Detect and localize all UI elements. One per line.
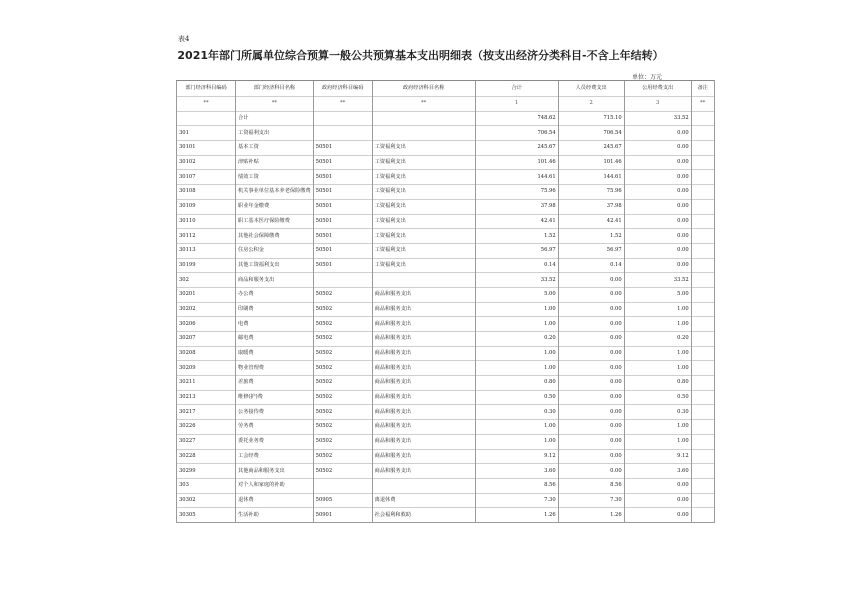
gov-name-cell: 商品和服务支出 [372, 332, 475, 347]
dept-code-cell: 30208 [177, 346, 236, 361]
table-row [177, 478, 715, 493]
gov-code-cell: 50502 [313, 434, 372, 449]
index-cell: ** [372, 97, 475, 112]
table-row [177, 376, 715, 391]
dept-name-cell: 劳务费 [236, 420, 314, 435]
total-cell: 9.12 [475, 449, 558, 464]
gov-name-cell: 工资福利支出 [372, 229, 475, 244]
public-cell: 0.80 [624, 376, 691, 391]
public-cell: 0.00 [624, 493, 691, 508]
table-row [177, 214, 715, 229]
public-cell: 0.00 [624, 243, 691, 258]
total-cell: 56.97 [475, 243, 558, 258]
column-header: 备注 [691, 81, 714, 97]
dept-name-cell: 机关事业单位基本养老保险缴费 [236, 185, 314, 200]
dept-name-cell: 公务接待费 [236, 405, 314, 420]
remark-cell [691, 317, 714, 332]
dept-name-cell: 办公费 [236, 287, 314, 302]
gov-code-cell: 50501 [313, 199, 372, 214]
dept-name-cell: 工资福利支出 [236, 126, 314, 141]
gov-code-cell: 50501 [313, 229, 372, 244]
gov-name-cell: 商品和服务支出 [372, 361, 475, 376]
total-cell: 7.30 [475, 493, 558, 508]
remark-cell [691, 155, 714, 170]
personnel-cell: 144.61 [558, 170, 624, 185]
table-row [177, 155, 715, 170]
gov-name-cell: 商品和服务支出 [372, 346, 475, 361]
gov-name-cell: 工资福利支出 [372, 258, 475, 273]
dept-code-cell: 30109 [177, 199, 236, 214]
total-cell: 33.52 [475, 273, 558, 288]
table-header-row [177, 81, 715, 97]
dept-code-cell: 30107 [177, 170, 236, 185]
gov-code-cell: 50502 [313, 302, 372, 317]
public-cell: 0.00 [624, 170, 691, 185]
dept-code-cell: 30201 [177, 287, 236, 302]
gov-code-cell [313, 273, 372, 288]
personnel-cell: 1.26 [558, 508, 624, 523]
personnel-cell: 715.10 [558, 111, 624, 126]
gov-name-cell: 工资福利支出 [372, 141, 475, 156]
gov-code-cell: 50502 [313, 420, 372, 435]
public-cell: 1.00 [624, 434, 691, 449]
index-cell: ** [691, 97, 714, 112]
total-cell: 1.00 [475, 361, 558, 376]
table-row [177, 420, 715, 435]
index-cell: 3 [624, 97, 691, 112]
public-cell: 0.00 [624, 258, 691, 273]
remark-cell [691, 493, 714, 508]
table-row [177, 126, 715, 141]
column-header: 部门经济科目编码 [177, 81, 236, 97]
gov-name-cell: 工资福利支出 [372, 155, 475, 170]
total-cell: 1.00 [475, 420, 558, 435]
personnel-cell: 0.00 [558, 332, 624, 347]
gov-code-cell: 50501 [313, 243, 372, 258]
table-row [177, 390, 715, 405]
remark-cell [691, 199, 714, 214]
index-cell: ** [313, 97, 372, 112]
total-cell: 1.00 [475, 317, 558, 332]
dept-code-cell: 30226 [177, 420, 236, 435]
gov-name-cell: 商品和服务支出 [372, 420, 475, 435]
gov-code-cell: 50501 [313, 141, 372, 156]
personnel-cell: 0.14 [558, 258, 624, 273]
public-cell: 0.00 [624, 199, 691, 214]
gov-code-cell: 50502 [313, 317, 372, 332]
remark-cell [691, 287, 714, 302]
public-cell: 1.00 [624, 346, 691, 361]
dept-code-cell: 301 [177, 126, 236, 141]
remark-cell [691, 332, 714, 347]
dept-name-cell: 绩效工资 [236, 170, 314, 185]
remark-cell [691, 508, 714, 523]
gov-name-cell: 商品和服务支出 [372, 405, 475, 420]
remark-cell [691, 302, 714, 317]
personnel-cell: 101.46 [558, 155, 624, 170]
table-row [177, 141, 715, 156]
remark-cell [691, 243, 714, 258]
dept-code-cell: 30211 [177, 376, 236, 391]
personnel-cell: 37.98 [558, 199, 624, 214]
dept-code-cell: 30299 [177, 464, 236, 479]
table-row [177, 317, 715, 332]
remark-cell [691, 346, 714, 361]
dept-code-cell: 30228 [177, 449, 236, 464]
dept-code-cell: 30199 [177, 258, 236, 273]
personnel-cell: 0.00 [558, 376, 624, 391]
dept-name-cell: 职业年金缴费 [236, 199, 314, 214]
dept-name-cell: 印刷费 [236, 302, 314, 317]
total-cell: 8.56 [475, 478, 558, 493]
total-cell: 37.98 [475, 199, 558, 214]
gov-code-cell: 50501 [313, 258, 372, 273]
index-cell: ** [236, 97, 314, 112]
gov-name-cell [372, 111, 475, 126]
total-cell: 0.30 [475, 405, 558, 420]
dept-code-cell: 30305 [177, 508, 236, 523]
dept-name-cell: 其他商品和服务支出 [236, 464, 314, 479]
dept-code-cell: 30206 [177, 317, 236, 332]
personnel-cell: 0.00 [558, 302, 624, 317]
table-row [177, 361, 715, 376]
table-row [177, 185, 715, 200]
remark-cell [691, 376, 714, 391]
total-cell: 144.61 [475, 170, 558, 185]
remark-cell [691, 420, 714, 435]
total-cell: 101.46 [475, 155, 558, 170]
personnel-cell: 8.56 [558, 478, 624, 493]
public-cell: 1.00 [624, 317, 691, 332]
dept-name-cell: 差旅费 [236, 376, 314, 391]
gov-name-cell: 商品和服务支出 [372, 287, 475, 302]
unit-label: 单位：万元 [631, 74, 662, 81]
gov-code-cell: 50502 [313, 332, 372, 347]
remark-cell [691, 258, 714, 273]
table-row [177, 405, 715, 420]
public-cell: 0.00 [624, 508, 691, 523]
gov-code-cell [313, 111, 372, 126]
gov-code-cell: 50501 [313, 214, 372, 229]
remark-cell [691, 478, 714, 493]
gov-code-cell: 50502 [313, 346, 372, 361]
column-header: 部门经济科目名称 [236, 81, 314, 97]
remark-cell [691, 434, 714, 449]
remark-cell [691, 170, 714, 185]
personnel-cell: 0.00 [558, 346, 624, 361]
dept-code-cell: 30102 [177, 155, 236, 170]
total-cell: 3.60 [475, 464, 558, 479]
public-cell: 0.00 [624, 214, 691, 229]
table-body [177, 81, 715, 523]
remark-cell [691, 185, 714, 200]
gov-name-cell: 社会福利和救助 [372, 508, 475, 523]
public-cell: 5.00 [624, 287, 691, 302]
gov-name-cell: 工资福利支出 [372, 185, 475, 200]
public-cell: 3.60 [624, 464, 691, 479]
remark-cell [691, 405, 714, 420]
dept-name-cell: 工会经费 [236, 449, 314, 464]
personnel-cell: 245.67 [558, 141, 624, 156]
total-cell: 0.50 [475, 390, 558, 405]
public-cell: 0.20 [624, 332, 691, 347]
total-cell: 1.26 [475, 508, 558, 523]
public-cell: 0.00 [624, 126, 691, 141]
gov-code-cell: 50501 [313, 170, 372, 185]
public-cell: 33.52 [624, 111, 691, 126]
dept-code-cell: 30202 [177, 302, 236, 317]
gov-code-cell: 50502 [313, 361, 372, 376]
remark-cell [691, 141, 714, 156]
gov-name-cell: 商品和服务支出 [372, 464, 475, 479]
gov-code-cell: 50502 [313, 390, 372, 405]
gov-name-cell: 商品和服务支出 [372, 302, 475, 317]
gov-code-cell: 50501 [313, 155, 372, 170]
personnel-cell: 0.00 [558, 420, 624, 435]
total-cell: 1.00 [475, 434, 558, 449]
personnel-cell: 0.00 [558, 405, 624, 420]
table-row [177, 229, 715, 244]
total-cell: 748.62 [475, 111, 558, 126]
public-cell: 0.00 [624, 478, 691, 493]
table-row [177, 111, 715, 126]
remark-cell [691, 214, 714, 229]
public-cell: 0.00 [624, 141, 691, 156]
table-row [177, 287, 715, 302]
page-title: 2021年部门所属单位综合预算一般公共预算基本支出明细表（按支出经济分类科目-不含上年结转） [177, 49, 664, 62]
gov-name-cell: 离退休费 [372, 493, 475, 508]
public-cell: 0.00 [624, 229, 691, 244]
personnel-cell: 0.00 [558, 390, 624, 405]
column-header: 政府经济科目名称 [372, 81, 475, 97]
personnel-cell: 0.00 [558, 273, 624, 288]
public-cell: 9.12 [624, 449, 691, 464]
public-cell: 0.30 [624, 405, 691, 420]
table-row [177, 302, 715, 317]
table-row [177, 332, 715, 347]
index-cell: ** [177, 97, 236, 112]
personnel-cell: 75.96 [558, 185, 624, 200]
gov-name-cell: 商品和服务支出 [372, 449, 475, 464]
total-cell: 75.96 [475, 185, 558, 200]
gov-code-cell: 50502 [313, 287, 372, 302]
dept-name-cell: 维修(护)费 [236, 390, 314, 405]
gov-name-cell: 商品和服务支出 [372, 317, 475, 332]
table-row [177, 243, 715, 258]
dept-code-cell: 30113 [177, 243, 236, 258]
gov-code-cell: 50501 [313, 185, 372, 200]
gov-name-cell [372, 126, 475, 141]
public-cell: 33.52 [624, 273, 691, 288]
column-header: 人员经费支出 [558, 81, 624, 97]
dept-name-cell: 委托业务费 [236, 434, 314, 449]
gov-name-cell [372, 273, 475, 288]
gov-name-cell: 工资福利支出 [372, 214, 475, 229]
column-header: 公用经费支出 [624, 81, 691, 97]
column-header: 合计 [475, 81, 558, 97]
dept-code-cell: 30227 [177, 434, 236, 449]
gov-name-cell: 商品和服务支出 [372, 434, 475, 449]
dept-name-cell: 合计 [236, 111, 314, 126]
dept-code-cell: 30101 [177, 141, 236, 156]
dept-name-cell: 生活补助 [236, 508, 314, 523]
dept-code-cell: 30213 [177, 390, 236, 405]
table-row [177, 449, 715, 464]
total-cell: 706.54 [475, 126, 558, 141]
table-row [177, 493, 715, 508]
total-cell: 1.00 [475, 346, 558, 361]
gov-code-cell: 50901 [313, 508, 372, 523]
gov-name-cell: 商品和服务支出 [372, 390, 475, 405]
table-row [177, 199, 715, 214]
gov-code-cell: 50905 [313, 493, 372, 508]
remark-cell [691, 390, 714, 405]
gov-name-cell [372, 478, 475, 493]
table-row [177, 508, 715, 523]
total-cell: 42.41 [475, 214, 558, 229]
table-row [177, 273, 715, 288]
index-cell: 1 [475, 97, 558, 112]
remark-cell [691, 126, 714, 141]
table-row [177, 346, 715, 361]
total-cell: 0.14 [475, 258, 558, 273]
personnel-cell: 7.30 [558, 493, 624, 508]
remark-cell [691, 361, 714, 376]
dept-code-cell: 303 [177, 478, 236, 493]
budget-table [176, 80, 715, 523]
gov-code-cell: 50502 [313, 405, 372, 420]
gov-code-cell [313, 478, 372, 493]
total-cell: 5.00 [475, 287, 558, 302]
dept-name-cell: 其他社会保障缴费 [236, 229, 314, 244]
gov-code-cell: 50502 [313, 449, 372, 464]
gov-name-cell: 工资福利支出 [372, 170, 475, 185]
public-cell: 0.00 [624, 155, 691, 170]
dept-name-cell: 津贴补贴 [236, 155, 314, 170]
dept-name-cell: 职工基本医疗保险缴费 [236, 214, 314, 229]
dept-code-cell: 30302 [177, 493, 236, 508]
remark-cell [691, 464, 714, 479]
total-cell: 245.67 [475, 141, 558, 156]
personnel-cell: 0.00 [558, 449, 624, 464]
personnel-cell: 56.97 [558, 243, 624, 258]
gov-code-cell: 50502 [313, 464, 372, 479]
dept-name-cell: 基本工资 [236, 141, 314, 156]
dept-name-cell: 退休费 [236, 493, 314, 508]
dept-name-cell: 商品和服务支出 [236, 273, 314, 288]
dept-code-cell: 30217 [177, 405, 236, 420]
total-cell: 1.52 [475, 229, 558, 244]
personnel-cell: 706.54 [558, 126, 624, 141]
gov-name-cell: 商品和服务支出 [372, 376, 475, 391]
dept-name-cell: 邮电费 [236, 332, 314, 347]
dept-name-cell: 取暖费 [236, 346, 314, 361]
dept-name-cell: 电费 [236, 317, 314, 332]
total-cell: 0.20 [475, 332, 558, 347]
personnel-cell: 0.00 [558, 317, 624, 332]
dept-code-cell: 30108 [177, 185, 236, 200]
remark-cell [691, 273, 714, 288]
total-cell: 1.00 [475, 302, 558, 317]
table-row [177, 170, 715, 185]
dept-name-cell: 住房公积金 [236, 243, 314, 258]
dept-name-cell: 其他工资福利支出 [236, 258, 314, 273]
public-cell: 1.00 [624, 361, 691, 376]
dept-code-cell: 30112 [177, 229, 236, 244]
table-row [177, 258, 715, 273]
table-row [177, 464, 715, 479]
dept-code-cell: 302 [177, 273, 236, 288]
dept-code-cell: 30207 [177, 332, 236, 347]
total-cell: 0.80 [475, 376, 558, 391]
dept-code-cell: 30110 [177, 214, 236, 229]
table-row [177, 434, 715, 449]
personnel-cell: 0.00 [558, 464, 624, 479]
public-cell: 1.00 [624, 302, 691, 317]
personnel-cell: 1.52 [558, 229, 624, 244]
dept-name-cell: 对个人和家庭的补助 [236, 478, 314, 493]
public-cell: 0.50 [624, 390, 691, 405]
remark-cell [691, 229, 714, 244]
remark-cell [691, 111, 714, 126]
dept-code-cell [177, 111, 236, 126]
personnel-cell: 42.41 [558, 214, 624, 229]
personnel-cell: 0.00 [558, 287, 624, 302]
index-cell: 2 [558, 97, 624, 112]
column-header: 政府经济科目编码 [313, 81, 372, 97]
dept-name-cell: 物业管理费 [236, 361, 314, 376]
form-id: 表4 [178, 35, 190, 43]
remark-cell [691, 449, 714, 464]
gov-code-cell [313, 126, 372, 141]
personnel-cell: 0.00 [558, 434, 624, 449]
gov-name-cell: 工资福利支出 [372, 243, 475, 258]
public-cell: 1.00 [624, 420, 691, 435]
dept-code-cell: 30209 [177, 361, 236, 376]
gov-name-cell: 工资福利支出 [372, 199, 475, 214]
public-cell: 0.00 [624, 185, 691, 200]
gov-code-cell: 50502 [313, 376, 372, 391]
personnel-cell: 0.00 [558, 361, 624, 376]
table-index-row [177, 97, 715, 112]
